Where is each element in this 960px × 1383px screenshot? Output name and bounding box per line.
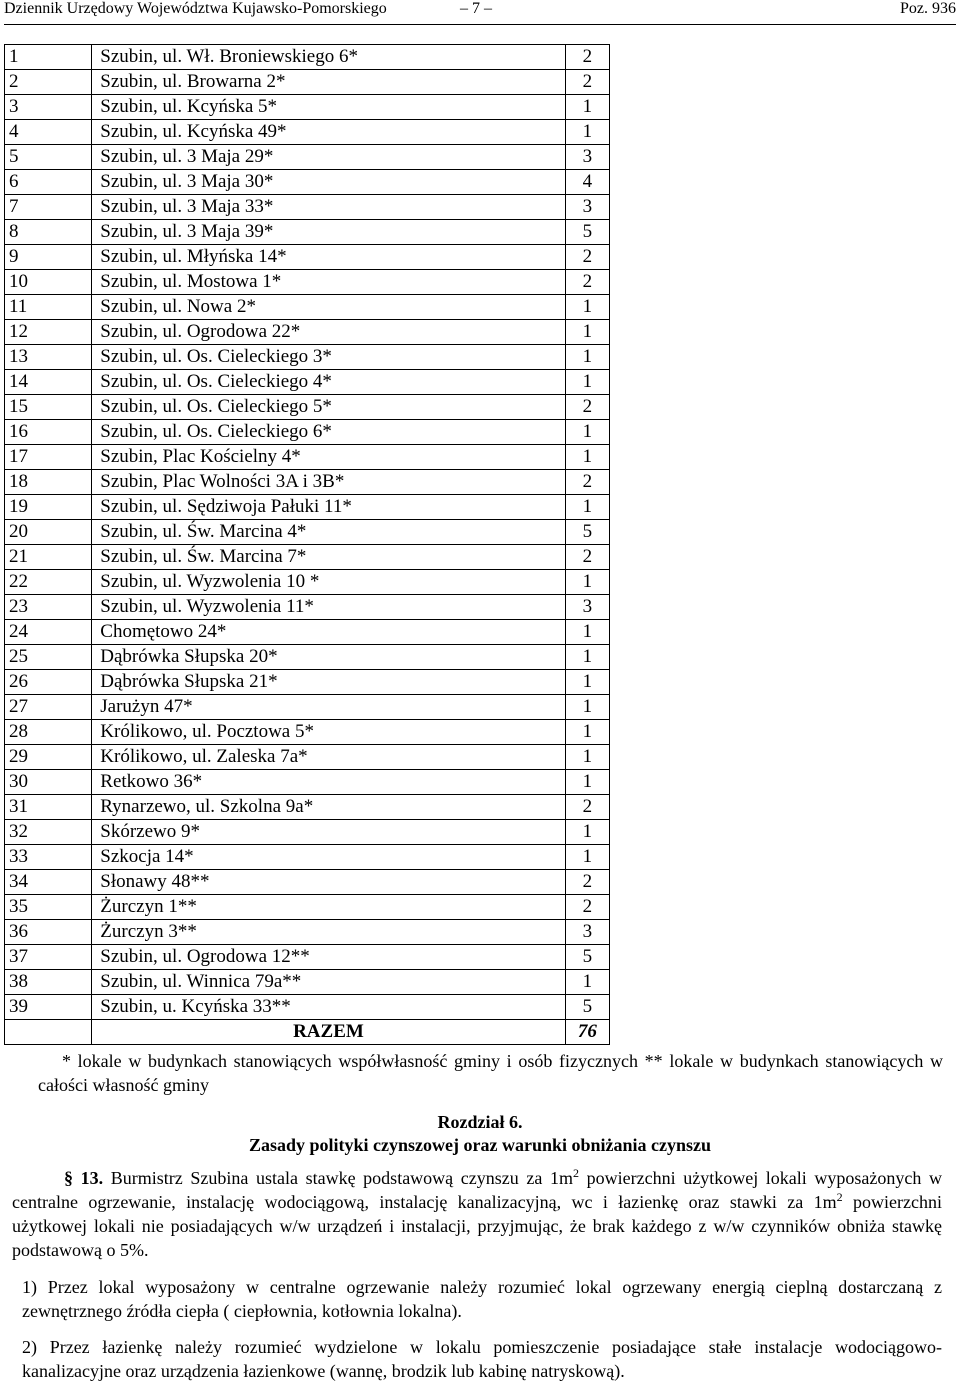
- address: Szubin, Plac Wolności 3A i 3B*: [92, 470, 565, 495]
- premises-count: 1: [565, 670, 609, 695]
- address: Szubin, ul. Ogrodowa 12**: [92, 945, 565, 970]
- total-row: [5, 1020, 610, 1045]
- premises-count: 1: [565, 745, 609, 770]
- premises-count: 1: [565, 345, 609, 370]
- page-number: – 7 –: [460, 0, 492, 17]
- table-row: [5, 795, 610, 820]
- table-row: [5, 595, 610, 620]
- premises-count: 1: [565, 120, 609, 145]
- table-row: [5, 70, 610, 95]
- row-number: 13: [5, 345, 92, 370]
- table-row: [5, 695, 610, 720]
- address: Szubin, ul. Winnica 79a**: [92, 970, 565, 995]
- row-number: 23: [5, 595, 92, 620]
- table-row: [5, 545, 610, 570]
- address: Szubin, ul. 3 Maja 29*: [92, 145, 565, 170]
- table-row: [5, 220, 610, 245]
- premises-count: 3: [565, 920, 609, 945]
- address: Szubin, u. Kcyńska 33**: [92, 995, 565, 1020]
- table-row: [5, 45, 610, 70]
- row-number: 6: [5, 170, 92, 195]
- table-row: [5, 945, 610, 970]
- superscript-b: 2: [836, 1190, 843, 1204]
- address: Szubin, ul. Wyzwolenia 11*: [92, 595, 565, 620]
- address: Żurczyn 3**: [92, 920, 565, 945]
- premises-count: 3: [565, 195, 609, 220]
- row-number: 9: [5, 245, 92, 270]
- row-number: 3: [5, 95, 92, 120]
- list-item: [22, 1275, 942, 1323]
- address: Szubin, ul. 3 Maja 39*: [92, 220, 565, 245]
- row-number: 38: [5, 970, 92, 995]
- paragraph-number: § 13.: [64, 1168, 104, 1188]
- premises-count: 2: [565, 270, 609, 295]
- page-header: [4, 0, 956, 25]
- premises-count: 2: [565, 795, 609, 820]
- row-number: 1: [5, 45, 92, 70]
- item-text: Przez lokal wyposażony w centralne ogrzewanie należy rozumieć lokal ogrzewany energią cieplną dostarczaną z zewnętrznego źródła ciepła ( ciepłownia, kotłownia lokalna).: [22, 1277, 942, 1321]
- table-row: [5, 120, 610, 145]
- table-row: [5, 845, 610, 870]
- row-number: 19: [5, 495, 92, 520]
- address: Królikowo, ul. Pocztowa 5*: [92, 720, 565, 745]
- table-row: [5, 345, 610, 370]
- row-number: 32: [5, 820, 92, 845]
- premises-count: 1: [565, 720, 609, 745]
- row-number: 8: [5, 220, 92, 245]
- row-number: 22: [5, 570, 92, 595]
- premises-count: 3: [565, 595, 609, 620]
- paragraph-text-b: powierzchni użytkowej lokali wyposażonych w centralne ogrzewanie, instalację wodociągową, instalację kanalizacyjną, wc i łazienkę oraz stawki za 1m: [12, 1168, 943, 1212]
- table-row: [5, 870, 610, 895]
- row-number: 14: [5, 370, 92, 395]
- table-row: [5, 445, 610, 470]
- address: Retkowo 36*: [92, 770, 565, 795]
- table-row: [5, 470, 610, 495]
- address: Szubin, ul. Wł. Broniewskiego 6*: [92, 45, 565, 70]
- premises-count: 1: [565, 645, 609, 670]
- premises-count: 2: [565, 45, 609, 70]
- table-row: [5, 395, 610, 420]
- table-row: [5, 270, 610, 295]
- row-number: 5: [5, 145, 92, 170]
- table-row: [5, 820, 610, 845]
- premises-count: 1: [565, 320, 609, 345]
- address: Żurczyn 1**: [92, 895, 565, 920]
- table-row: [5, 720, 610, 745]
- premises-count: 1: [565, 445, 609, 470]
- row-number: 29: [5, 745, 92, 770]
- premises-count: 5: [565, 945, 609, 970]
- row-number: 4: [5, 120, 92, 145]
- address: Królikowo, ul. Zaleska 7a*: [92, 745, 565, 770]
- address: Jarużyn 47*: [92, 695, 565, 720]
- premises-table: [4, 44, 610, 1045]
- address: Szubin, ul. Sędziwoja Pałuki 11*: [92, 495, 565, 520]
- address: Słonawy 48**: [92, 870, 565, 895]
- notes-text: * lokale w budynkach stanowiących współwłasność gminy i osób fizycznych ** lokale w budynkach stanowiących w całości własność gminy: [38, 1051, 943, 1095]
- premises-count: 5: [565, 520, 609, 545]
- row-number: 11: [5, 295, 92, 320]
- premises-count: 4: [565, 170, 609, 195]
- premises-count: 5: [565, 995, 609, 1020]
- table-row: [5, 645, 610, 670]
- premises-count: 3: [565, 145, 609, 170]
- table-row: [5, 620, 610, 645]
- premises-count: 5: [565, 220, 609, 245]
- row-number: 37: [5, 945, 92, 970]
- premises-count: 1: [565, 695, 609, 720]
- address: Szubin, ul. Młyńska 14*: [92, 245, 565, 270]
- row-number: 12: [5, 320, 92, 345]
- row-number: 33: [5, 845, 92, 870]
- row-number: 7: [5, 195, 92, 220]
- paragraph-13: [12, 1166, 942, 1262]
- row-number: 18: [5, 470, 92, 495]
- address: Szubin, ul. Os. Cieleckiego 4*: [92, 370, 565, 395]
- total-value: 76: [565, 1020, 609, 1045]
- address: Szubin, ul. Os. Cieleckiego 5*: [92, 395, 565, 420]
- address: Rynarzewo, ul. Szkolna 9a*: [92, 795, 565, 820]
- table-row: [5, 170, 610, 195]
- table-row: [5, 995, 610, 1020]
- address: Szubin, ul. Os. Cieleckiego 6*: [92, 420, 565, 445]
- premises-count: 1: [565, 570, 609, 595]
- row-number: 20: [5, 520, 92, 545]
- premises-count: 1: [565, 370, 609, 395]
- premises-count: 1: [565, 845, 609, 870]
- row-number: 39: [5, 995, 92, 1020]
- address: Szubin, ul. 3 Maja 33*: [92, 195, 565, 220]
- table-row: [5, 570, 610, 595]
- total-empty-cell: [5, 1020, 92, 1045]
- row-number: 31: [5, 795, 92, 820]
- table-row: [5, 420, 610, 445]
- table-row: [5, 370, 610, 395]
- address: Skórzewo 9*: [92, 820, 565, 845]
- item-number: 2): [22, 1337, 37, 1357]
- row-number: 17: [5, 445, 92, 470]
- premises-count: 1: [565, 770, 609, 795]
- address: Szubin, ul. 3 Maja 30*: [92, 170, 565, 195]
- premises-count: 2: [565, 470, 609, 495]
- premises-count: 2: [565, 870, 609, 895]
- premises-count: 1: [565, 495, 609, 520]
- premises-count: 1: [565, 820, 609, 845]
- premises-count: 2: [565, 245, 609, 270]
- table-row: [5, 745, 610, 770]
- table-row: [5, 670, 610, 695]
- row-number: 10: [5, 270, 92, 295]
- premises-count: 2: [565, 545, 609, 570]
- chapter-title: Zasady polityki czynszowej oraz warunki obniżania czynszu: [248, 1135, 712, 1155]
- premises-count: 1: [565, 420, 609, 445]
- row-number: 28: [5, 720, 92, 745]
- table-row: [5, 320, 610, 345]
- journal-title: Dziennik Urzędowy Województwa Kujawsko-Pomorskiego: [4, 0, 387, 17]
- table-row: [5, 895, 610, 920]
- address: Szubin, ul. Św. Marcina 7*: [92, 545, 565, 570]
- premises-count: 2: [565, 395, 609, 420]
- address: Szubin, ul. Kcyńska 5*: [92, 95, 565, 120]
- address: Dąbrówka Słupska 21*: [92, 670, 565, 695]
- row-number: 35: [5, 895, 92, 920]
- item-text: Przez łazienkę należy rozumieć wydzielone w lokalu pomieszczenie posiadające stałe instalacje wodociągowo-kanalizacyjne oraz urządzenia łazienkowe (wannę, brodzik lub kabinę natryskową).: [22, 1337, 942, 1381]
- paragraph-text-c: powierzchni użytkowej lokali nie posiadających w/w urządzeń i instalacji, przyjmując, że brak każdego z w/w czynników obniża stawkę podstawową o 5%.: [12, 1192, 943, 1260]
- row-number: 15: [5, 395, 92, 420]
- row-number: 27: [5, 695, 92, 720]
- address: Chomętowo 24*: [92, 620, 565, 645]
- address: Szubin, ul. Św. Marcina 4*: [92, 520, 565, 545]
- table-row: [5, 195, 610, 220]
- address: Szubin, ul. Kcyńska 49*: [92, 120, 565, 145]
- row-number: 24: [5, 620, 92, 645]
- premises-count: 1: [565, 295, 609, 320]
- premises-count: 1: [565, 95, 609, 120]
- address: Szkocja 14*: [92, 845, 565, 870]
- premises-count: 2: [565, 70, 609, 95]
- table-row: [5, 495, 610, 520]
- superscript-a: 2: [573, 1166, 579, 1180]
- address: Szubin, Plac Kościelny 4*: [92, 445, 565, 470]
- row-number: 36: [5, 920, 92, 945]
- table-row: [5, 920, 610, 945]
- premises-count: 1: [565, 620, 609, 645]
- address: Szubin, ul. Ogrodowa 22*: [92, 320, 565, 345]
- address: Szubin, ul. Browarna 2*: [92, 70, 565, 95]
- table-notes: [38, 1049, 943, 1097]
- address: Szubin, ul. Nowa 2*: [92, 295, 565, 320]
- row-number: 2: [5, 70, 92, 95]
- row-number: 25: [5, 645, 92, 670]
- table-row: [5, 95, 610, 120]
- address: Dąbrówka Słupska 20*: [92, 645, 565, 670]
- premises-count: 2: [565, 895, 609, 920]
- table-row: [5, 520, 610, 545]
- chapter-number: Rozdział 6.: [437, 1112, 523, 1132]
- paragraph-text-a: Burmistrz Szubina ustala stawkę podstawową czynszu za 1m: [110, 1168, 573, 1188]
- list-item: [22, 1335, 942, 1383]
- row-number: 16: [5, 420, 92, 445]
- row-number: 30: [5, 770, 92, 795]
- row-number: 34: [5, 870, 92, 895]
- table-row: [5, 295, 610, 320]
- item-number: 1): [22, 1277, 37, 1297]
- premises-count: 1: [565, 970, 609, 995]
- table-row: [5, 770, 610, 795]
- address: Szubin, ul. Os. Cieleckiego 3*: [92, 345, 565, 370]
- total-label: RAZEM: [92, 1020, 565, 1045]
- table-row: [5, 245, 610, 270]
- table-row: [5, 145, 610, 170]
- row-number: 26: [5, 670, 92, 695]
- address: Szubin, ul. Wyzwolenia 10 *: [92, 570, 565, 595]
- table-row: [5, 970, 610, 995]
- position-number: Poz. 936: [900, 0, 956, 17]
- row-number: 21: [5, 545, 92, 570]
- address: Szubin, ul. Mostowa 1*: [92, 270, 565, 295]
